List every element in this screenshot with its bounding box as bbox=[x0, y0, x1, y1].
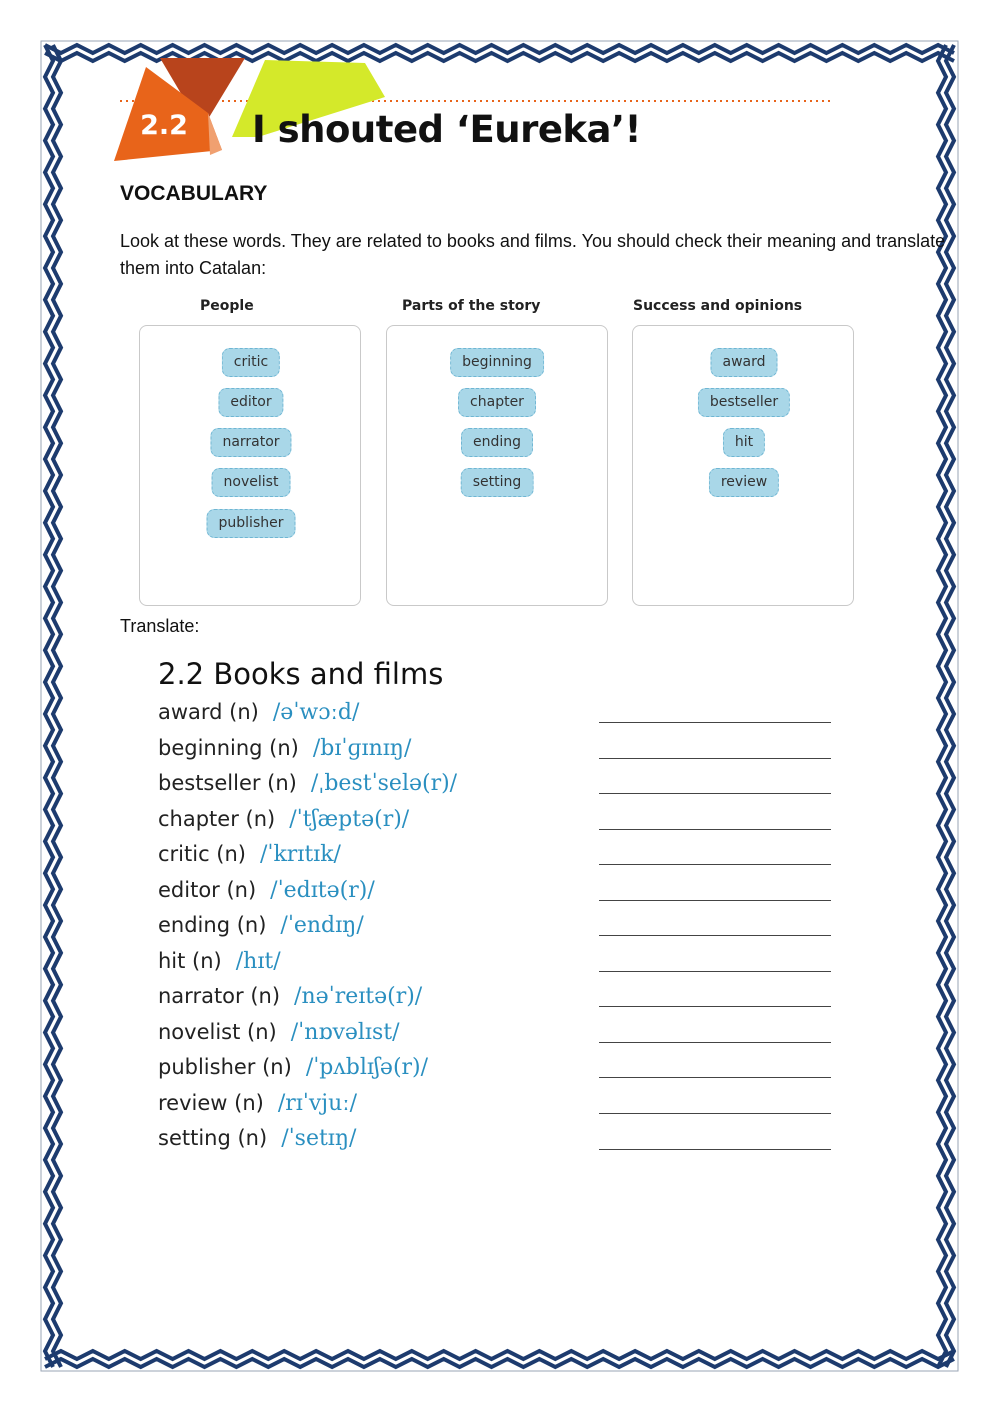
border-zigzag bbox=[53, 45, 61, 1367]
vocab-entry bbox=[158, 1126, 356, 1160]
vocab-word: novelist (n) bbox=[158, 1020, 277, 1044]
word-chip[interactable]: narrator bbox=[210, 428, 291, 457]
vocab-word: chapter (n) bbox=[158, 807, 276, 831]
category-box-success bbox=[632, 325, 854, 606]
vocab-pronunciation: /ˈedɪtə(r)/ bbox=[270, 878, 375, 903]
answer-line[interactable] bbox=[599, 864, 831, 865]
vocab-entry bbox=[158, 878, 375, 912]
category-title-success: Success and opinions bbox=[633, 298, 803, 314]
vocab-word: editor (n) bbox=[158, 878, 257, 902]
answer-line[interactable] bbox=[599, 1042, 831, 1043]
word-chip[interactable]: novelist bbox=[212, 468, 291, 497]
vocab-word: critic (n) bbox=[158, 842, 246, 866]
border-zigzag bbox=[45, 45, 53, 1367]
vocab-word: review (n) bbox=[158, 1091, 264, 1115]
answer-line[interactable] bbox=[599, 829, 831, 830]
vocab-pronunciation: /ˈkrɪtɪk/ bbox=[260, 842, 341, 867]
answer-line[interactable] bbox=[599, 971, 831, 972]
word-chip[interactable]: ending bbox=[461, 428, 533, 457]
word-chip[interactable]: setting bbox=[461, 468, 534, 497]
answer-line[interactable] bbox=[599, 758, 831, 759]
vocab-pronunciation: /ˈendɪŋ/ bbox=[280, 913, 364, 938]
vocab-pronunciation: /ˈpʌblɪʃə(r)/ bbox=[305, 1055, 429, 1080]
answer-line[interactable] bbox=[599, 722, 831, 723]
vocab-word: bestseller (n) bbox=[158, 771, 297, 795]
vocab-pronunciation: /ˌbestˈselə(r)/ bbox=[310, 771, 458, 796]
unit-number: 2.2 bbox=[140, 110, 188, 141]
category-title-people: People bbox=[200, 298, 254, 314]
border-zigzag bbox=[45, 1359, 954, 1367]
vocab-word: publisher (n) bbox=[158, 1055, 292, 1079]
word-chip[interactable]: hit bbox=[723, 428, 765, 457]
vocab-entry bbox=[158, 913, 364, 947]
answer-line[interactable] bbox=[599, 793, 831, 794]
category-box-story bbox=[386, 325, 608, 606]
word-chip[interactable]: review bbox=[709, 468, 779, 497]
vocab-entry bbox=[158, 736, 411, 770]
translate-label: Translate: bbox=[120, 616, 200, 636]
vocab-entry bbox=[158, 842, 341, 876]
vocab-entry bbox=[158, 949, 281, 983]
word-chip[interactable]: bestseller bbox=[698, 388, 790, 417]
word-chip[interactable]: beginning bbox=[450, 348, 544, 377]
vocab-pronunciation: /rɪˈvjuː/ bbox=[277, 1091, 358, 1116]
vocab-pronunciation: /əˈwɔːd/ bbox=[272, 700, 360, 725]
page-title: I shouted ‘Eureka’! bbox=[252, 108, 641, 151]
vocab-entry bbox=[158, 1091, 357, 1125]
instructions-text: Look at these words. They are related to books and films. You should check their meaning and translate them into Catalan: bbox=[120, 231, 946, 278]
answer-line[interactable] bbox=[599, 1149, 831, 1150]
vocab-pronunciation: /ˈsetɪŋ/ bbox=[281, 1126, 357, 1151]
answer-line[interactable] bbox=[599, 1113, 831, 1114]
vocab-entry bbox=[158, 1055, 428, 1089]
vocab-word: setting (n) bbox=[158, 1126, 268, 1150]
vocab-word: hit (n) bbox=[158, 949, 222, 973]
vocab-entry bbox=[158, 771, 457, 805]
answer-line[interactable] bbox=[599, 900, 831, 901]
vocab-pronunciation: /bɪˈɡɪnɪŋ/ bbox=[312, 736, 412, 761]
word-chip[interactable]: editor bbox=[218, 388, 283, 417]
vocab-entry bbox=[158, 700, 359, 734]
vocab-pronunciation: /ˈtʃæptə(r)/ bbox=[289, 807, 410, 832]
vocab-entry bbox=[158, 807, 409, 841]
vocab-pronunciation: /nəˈreɪtə(r)/ bbox=[294, 984, 423, 1009]
vocab-word: award (n) bbox=[158, 700, 259, 724]
vocab-pronunciation: /ˈnɒvəlɪst/ bbox=[290, 1020, 400, 1045]
answer-line[interactable] bbox=[599, 1006, 831, 1007]
vocab-word: narrator (n) bbox=[158, 984, 281, 1008]
vocab-entry bbox=[158, 984, 422, 1018]
answer-line[interactable] bbox=[599, 1077, 831, 1078]
answer-line[interactable] bbox=[599, 935, 831, 936]
vocab-list-heading: 2.2 Books and films bbox=[158, 657, 444, 691]
word-chip[interactable]: award bbox=[710, 348, 777, 377]
category-box-people bbox=[139, 325, 361, 606]
vocab-word: ending (n) bbox=[158, 913, 267, 937]
border-zigzag bbox=[45, 45, 954, 53]
vocab-word: beginning (n) bbox=[158, 736, 299, 760]
word-chip[interactable]: chapter bbox=[458, 388, 536, 417]
word-chip[interactable]: critic bbox=[222, 348, 280, 377]
category-title-story: Parts of the story bbox=[402, 298, 541, 314]
word-chip[interactable]: publisher bbox=[207, 509, 296, 538]
border-zigzag bbox=[45, 1351, 954, 1359]
banner-orange-tip bbox=[208, 113, 222, 155]
vocab-entry bbox=[158, 1020, 400, 1054]
vocabulary-heading: VOCABULARY bbox=[120, 182, 268, 205]
vocab-pronunciation: /hɪt/ bbox=[235, 949, 281, 974]
